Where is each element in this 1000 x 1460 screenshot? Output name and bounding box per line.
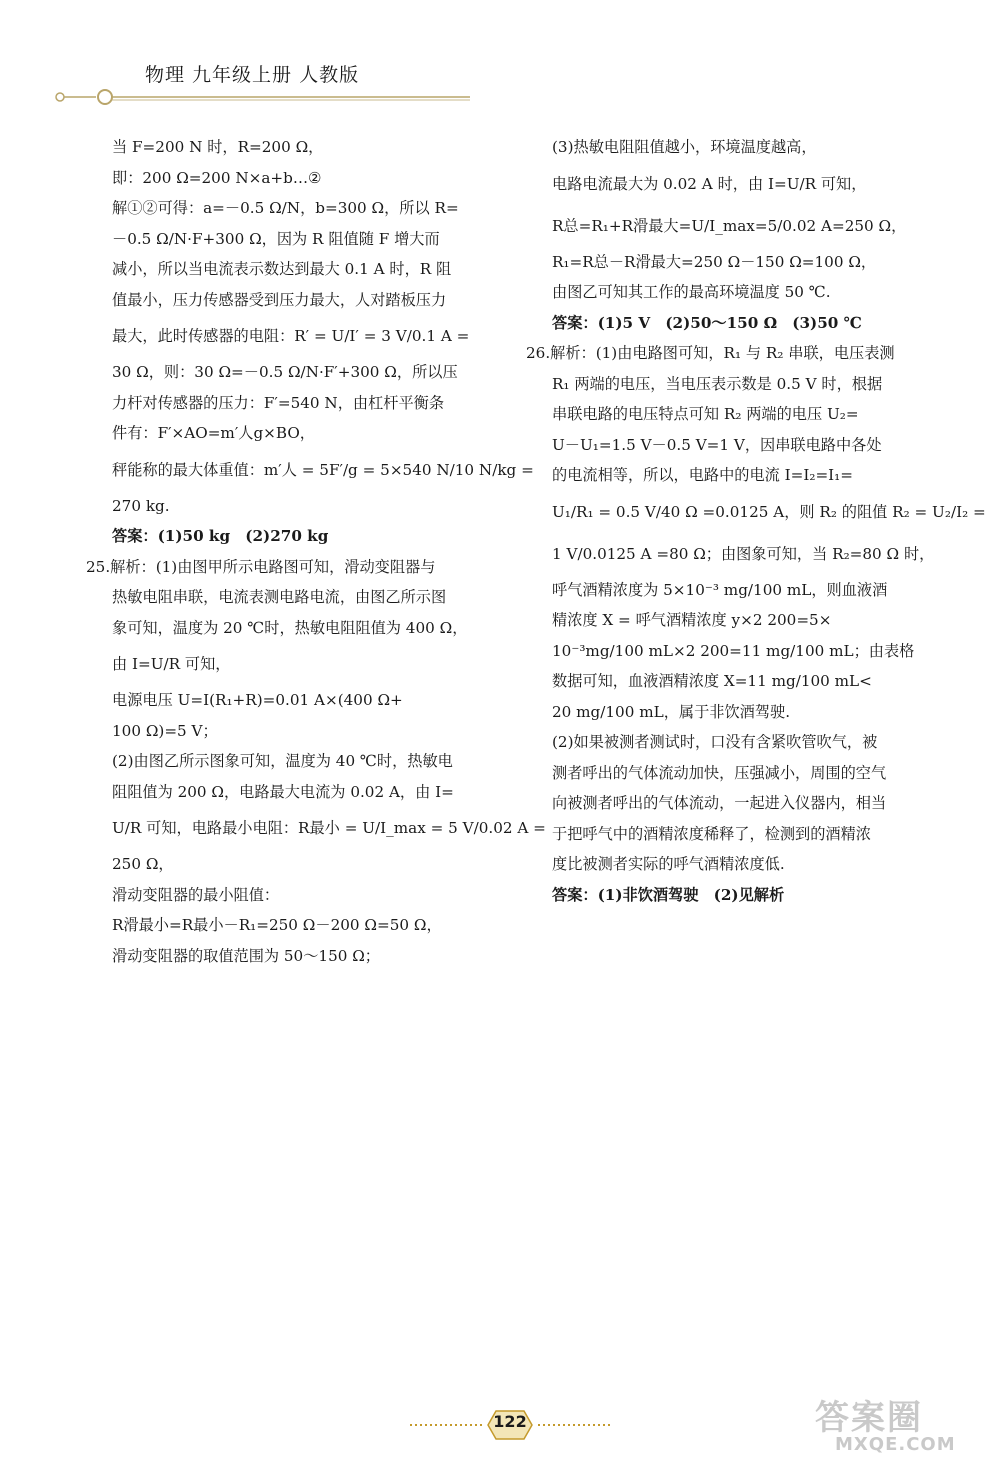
text-line: 由 I=U/R 可知， xyxy=(112,655,231,673)
text-line: 于把呼气中的酒精浓度稀释了，检测到的酒精浓 xyxy=(552,824,871,843)
text-line: 最大，此时传感器的电阻：R′ = U/I′ = 3 V/0.1 A = xyxy=(112,327,470,345)
text-line: 阻阻值为 200 Ω，电路最大电流为 0.02 A，由 I= xyxy=(112,782,454,801)
text-line: 当 F=200 N 时，R=200 Ω， xyxy=(112,138,324,156)
text-line: 向被测者呼出的气体流动，一起进入仪器内，相当 xyxy=(552,794,887,812)
text-line: U₁/R₁ = 0.5 V/40 Ω =0.0125 A，则 R₂ 的阻值 R₂ = U₂/I₂ = xyxy=(552,502,986,521)
text-line: 象可知，温度为 20 ℃时，热敏电阻阻值为 400 Ω， xyxy=(112,618,468,637)
text-line: 滑动变阻器的取值范围为 50～150 Ω； xyxy=(112,946,380,965)
text-line: 30 Ω，则：30 Ω=－0.5 Ω/N·F′+300 Ω，所以压 xyxy=(112,363,458,381)
text-line: 的电流相等，所以，电路中的电流 I=I₂=I₁= xyxy=(552,466,853,484)
text-line: 20 mg/100 mL，属于非饮酒驾驶. xyxy=(552,702,791,721)
page-number: 122 xyxy=(493,1412,527,1431)
text-line: U－U₁=1.5 V－0.5 V=1 V，因串联电路中各处 xyxy=(552,435,882,454)
text-line: (3)热敏电阻阻值越小，环境温度越高， xyxy=(552,138,817,156)
left-column xyxy=(86,132,546,971)
question-26-start: 26.解析：(1)由电路图可知，R₁ 与 R₂ 串联，电压表测 xyxy=(526,344,895,362)
text-line: U/R 可知，电路最小电阻：R最小 = U/I_max = 5 V/0.02 A = xyxy=(112,819,546,837)
text-line: 解①②可得：a=－0.5 Ω/N，b=300 Ω，所以 R= xyxy=(112,199,459,217)
text-line: 热敏电阻串联，电流表测电路电流，由图乙所示图 xyxy=(112,588,447,606)
text-line: 值最小，压力传感器受到压力最大，人对踏板压力 xyxy=(112,290,447,309)
answer-line: 答案：(1)50 kg (2)270 kg xyxy=(112,527,329,545)
text-line: 件有：F′×AO=m′人g×BO， xyxy=(112,424,315,442)
text-line: －0.5 Ω/N·F+300 Ω，因为 R 阻值随 F 增大而 xyxy=(112,229,440,248)
text-line: 呼气酒精浓度为 5×10⁻³ mg/100 mL，则血液酒 xyxy=(552,580,888,599)
text-line: R滑最小=R最小－R₁=250 Ω－200 Ω=50 Ω， xyxy=(112,916,442,934)
text-line: 秤能称的最大体重值：m′人 = 5F′/g = 5×540 N/10 N/kg = xyxy=(112,460,534,479)
text-line: R总=R₁+R滑最大=U/I_max=5/0.02 A=250 Ω， xyxy=(552,216,907,235)
text-line: 250 Ω， xyxy=(112,855,174,873)
text-line: 电路电流最大为 0.02 A 时，由 I=U/R 可知， xyxy=(552,174,867,193)
text-line: 减小，所以当电流表示数达到最大 0.1 A 时，R 阻 xyxy=(112,260,452,278)
question-25-start: 25.解析：(1)由图甲所示电路图可知，滑动变阻器与 xyxy=(86,557,436,576)
header-decorative-rule xyxy=(50,84,470,110)
text-line: (2)由图乙所示图象可知，温度为 40 ℃时，热敏电 xyxy=(112,752,453,770)
text-line: 串联电路的电压特点可知 R₂ 两端的电压 U₂= xyxy=(552,405,859,423)
text-line: 由图乙可知其工作的最高环境温度 50 ℃. xyxy=(552,283,831,301)
text-line: 度比被测者实际的呼气酒精浓度低. xyxy=(552,855,785,873)
page-header-title: 物理 九年级上册 人教版 xyxy=(145,64,360,86)
text-line: 100 Ω)=5 V； xyxy=(112,721,218,740)
right-column xyxy=(526,132,986,910)
watermark-logo: 答案圈 xyxy=(815,1398,923,1438)
text-line: R₁ 两端的电压，当电压表示数是 0.5 V 时，根据 xyxy=(552,374,883,393)
watermark-url: MXQE.COM xyxy=(835,1434,956,1455)
answer-line: 答案：(1)5 V (2)50～150 Ω (3)50 ℃ xyxy=(552,313,862,332)
text-line: 力杆对传感器的压力：F′=540 N，由杠杆平衡条 xyxy=(112,393,445,412)
text-line: (2)如果被测者测试时，口没有含紧吹管吹气，被 xyxy=(552,733,878,751)
text-line: 270 kg. xyxy=(112,496,170,515)
answer-line: 答案：(1)非饮酒驾驶 (2)见解析 xyxy=(552,885,785,904)
watermark xyxy=(815,1400,985,1455)
text-line: 数据可知，血液酒精浓度 X=11 mg/100 mL< xyxy=(552,672,872,690)
text-line: 精浓度 X = 呼气酒精浓度 y×2 200=5× xyxy=(552,611,832,629)
text-line: 1 V/0.0125 A =80 Ω；由图象可知，当 R₂=80 Ω 时， xyxy=(552,544,935,563)
text-line: 10⁻³mg/100 mL×2 200=11 mg/100 mL；由表格 xyxy=(552,641,915,660)
text-line: 滑动变阻器的最小阻值： xyxy=(112,885,280,904)
text-line: 即：200 Ω=200 N×a+b…② xyxy=(112,168,322,187)
text-line: 测者呼出的气体流动加快，压强减小，周围的空气 xyxy=(552,763,887,782)
text-line: R₁=R总－R滑最大=250 Ω－150 Ω=100 Ω， xyxy=(552,252,877,271)
text-line: 电源电压 U=I(R₁+R)=0.01 A×(400 Ω+ xyxy=(112,691,403,709)
